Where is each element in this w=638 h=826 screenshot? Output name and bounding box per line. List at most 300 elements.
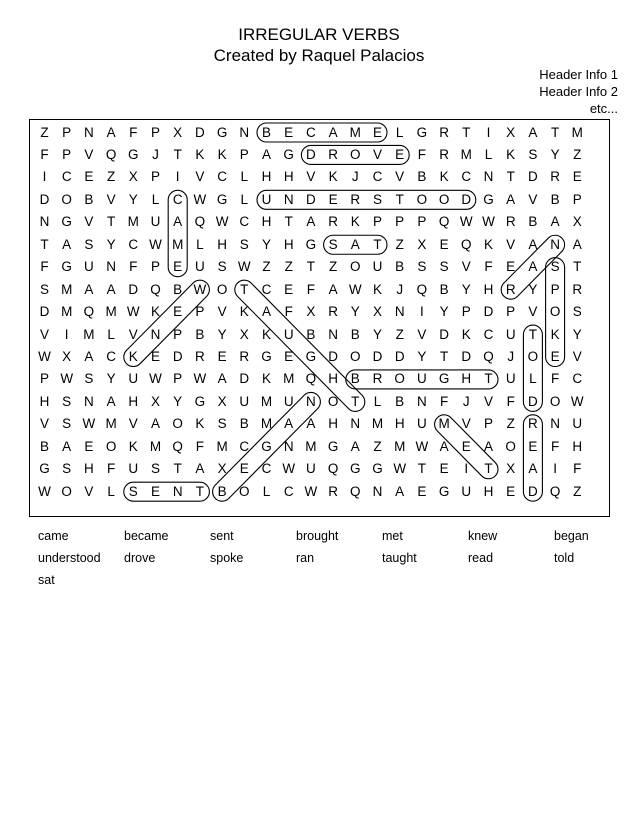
grid-letter: T (528, 326, 538, 342)
grid-letter: O (505, 438, 516, 454)
grid-letter: T (173, 461, 182, 477)
grid-letter: E (173, 304, 183, 320)
grid-letter: T (106, 214, 116, 230)
word-list-item: met (382, 529, 403, 543)
grid-letter: A (306, 416, 316, 432)
grid-letter: U (461, 483, 472, 499)
grid-letter: A (84, 349, 94, 364)
grid-letter: F (550, 438, 560, 454)
grid-letter: T (506, 169, 515, 185)
grid-letter: S (439, 259, 449, 275)
grid-letter: E (239, 461, 249, 477)
grid-letter: V (128, 416, 138, 432)
grid-letter: P (39, 371, 49, 387)
grid-letter: D (172, 349, 183, 364)
grid-letter: X (217, 461, 227, 477)
word-list (38, 528, 618, 598)
grid-letter: C (239, 214, 250, 230)
grid-letter: W (570, 393, 584, 409)
grid-letter: J (152, 146, 159, 162)
page-subtitle: Created by Raquel Palacios (213, 46, 425, 65)
grid-letter: G (483, 191, 494, 207)
grid-letter: U (128, 371, 139, 387)
grid-letter: B (261, 124, 271, 140)
grid-letter: P (195, 304, 205, 320)
grid-letter: S (62, 393, 72, 409)
grid-letter: S (372, 191, 382, 207)
grid-letter: B (173, 281, 183, 297)
grid-letter: N (350, 416, 361, 432)
grid-letter: M (371, 416, 384, 432)
grid-letter: Y (528, 281, 538, 297)
grid-letter: W (482, 214, 495, 230)
grid-letter: E (528, 438, 538, 454)
grid-letter: N (39, 214, 50, 230)
grid-letter: X (173, 124, 183, 140)
grid-letter: L (262, 483, 271, 499)
grid-letter: H (283, 236, 294, 252)
grid-letter: F (506, 393, 515, 409)
grid-letter: B (239, 416, 249, 432)
grid-letter: B (306, 326, 316, 342)
grid-letter: R (372, 371, 383, 387)
grid-letter: A (306, 214, 316, 230)
grid-letter: P (150, 169, 160, 185)
grid-letter: A (106, 393, 116, 409)
grid-letter: P (173, 371, 183, 387)
grid-letter: Q (305, 371, 317, 387)
grid-letter: H (483, 483, 494, 499)
grid-letter: B (217, 483, 227, 499)
grid-letter: B (195, 326, 205, 342)
grid-letter: G (261, 349, 272, 364)
grid-letter: G (216, 124, 228, 140)
grid-letter: M (172, 236, 184, 252)
grid-letter: V (372, 146, 382, 162)
word-search-grid (29, 119, 610, 517)
grid-letter: M (460, 146, 472, 162)
grid-letter: C (572, 371, 583, 387)
grid-letter: V (84, 214, 94, 230)
grid-letter: E (284, 124, 294, 140)
grid-letter: P (62, 146, 72, 162)
grid-letter: J (462, 393, 470, 409)
grid-letter: K (550, 326, 560, 342)
grid-letter: B (39, 438, 49, 454)
grid-letter: D (461, 349, 472, 364)
grid-letter: H (572, 438, 583, 454)
grid-letter: R (439, 124, 449, 140)
header-info-1: Header Info 1 (539, 67, 618, 82)
grid-letter: X (128, 169, 138, 185)
grid-letter: Q (549, 483, 561, 499)
grid-letter: B (395, 259, 405, 275)
grid-letter: C (461, 169, 472, 185)
grid-letter: A (528, 236, 538, 252)
grid-letter: L (484, 146, 493, 162)
grid-letter: V (84, 483, 94, 499)
grid-letter: K (372, 281, 382, 297)
grid-letter: Y (572, 326, 582, 342)
grid-letter: E (150, 349, 160, 364)
grid-letter: A (284, 416, 294, 432)
grid-letter: B (350, 371, 360, 387)
grid-letter: E (550, 349, 560, 364)
grid-letter: T (395, 191, 404, 207)
grid-letter: N (283, 438, 294, 454)
grid-letter: W (126, 304, 140, 320)
grid-letter: Q (438, 214, 450, 230)
grid-letter: G (438, 483, 450, 499)
grid-letter: A (106, 124, 116, 140)
grid-letter: A (528, 461, 538, 477)
grid-letter: D (528, 393, 538, 409)
grid-letter: U (283, 326, 294, 342)
grid-letter: S (417, 259, 427, 275)
grid-letter: K (128, 438, 138, 454)
grid-letter: D (128, 281, 139, 297)
grid-letter: E (328, 191, 338, 207)
grid-letter: Q (194, 214, 206, 230)
grid-letter: Z (284, 259, 293, 275)
grid-letter: C (61, 169, 72, 185)
grid-letter: Y (350, 304, 360, 320)
grid-letter: A (261, 304, 271, 320)
grid-letter: K (195, 416, 205, 432)
grid-letter: Y (461, 281, 471, 297)
grid-letter: R (328, 146, 338, 162)
grid-letter: B (528, 214, 538, 230)
grid-letter: R (195, 349, 205, 364)
grid-letter: O (350, 349, 361, 364)
header-info-3: etc... (589, 101, 618, 116)
grid-letter: W (60, 371, 74, 387)
grid-letter: N (150, 326, 161, 342)
grid-letter: D (39, 191, 50, 207)
grid-letter: G (305, 349, 317, 364)
grid-letter: G (372, 461, 383, 477)
grid-letter: O (327, 393, 339, 409)
grid-letter: U (306, 461, 316, 477)
grid-letter: Q (416, 281, 428, 297)
grid-letter: H (217, 236, 227, 252)
grid-letter: H (39, 393, 50, 409)
word-list-item: spoke (210, 551, 244, 565)
grid-letter: Y (106, 371, 116, 387)
grid-letter: U (195, 259, 205, 275)
grid-letter: C (172, 191, 183, 207)
grid-letter: Z (106, 169, 116, 185)
grid-letter: L (373, 393, 382, 409)
grid-letter: V (483, 393, 493, 409)
grid-letter: Z (262, 259, 271, 275)
grid-letter: X (506, 461, 516, 477)
grid-letter: S (39, 281, 49, 297)
grid-letter: E (84, 169, 94, 185)
grid-letter: A (483, 438, 493, 454)
grid-letter: U (128, 461, 139, 477)
grid-letter: G (261, 438, 272, 454)
grid-letter: J (396, 281, 404, 297)
grid-letter: Z (395, 326, 404, 342)
grid-letter: W (348, 281, 362, 297)
grid-letter: G (39, 461, 50, 477)
grid-letter: N (550, 236, 560, 252)
grid-letter: G (305, 236, 317, 252)
grid-letter: O (216, 281, 228, 297)
grid-letter: Y (417, 349, 427, 364)
grid-letter: V (572, 349, 582, 364)
grid-letter: K (217, 146, 227, 162)
grid-letter: J (507, 349, 515, 364)
grid-letter: G (438, 371, 450, 387)
grid-letter: S (572, 304, 582, 320)
grid-letter: R (550, 169, 560, 185)
grid-letter: E (417, 483, 427, 499)
grid-letter: V (84, 146, 94, 162)
grid-letter: V (39, 416, 49, 432)
grid-letter: A (506, 191, 516, 207)
grid-letter: Q (350, 483, 361, 499)
grid-letter: D (195, 124, 205, 140)
grid-letter: A (328, 281, 338, 297)
grid-letter: Q (172, 438, 183, 454)
grid-letter: A (62, 236, 72, 252)
grid-letter: N (394, 304, 405, 320)
grid-letter: R (239, 349, 250, 364)
grid-letter: K (261, 326, 271, 342)
grid-letter: S (62, 461, 72, 477)
grid-letter: V (106, 191, 116, 207)
grid-letter: E (572, 169, 582, 185)
grid-letter: K (350, 214, 360, 230)
grid-letter: V (461, 416, 471, 432)
grid-letter: F (129, 259, 138, 275)
grid-letter: S (328, 236, 338, 252)
grid-letter: A (350, 236, 360, 252)
grid-letter: V (417, 326, 427, 342)
grid-letter: W (82, 416, 96, 432)
grid-letter: K (195, 146, 205, 162)
grid-letter: G (194, 393, 206, 409)
grid-letter: V (217, 304, 227, 320)
grid-letter: A (439, 438, 449, 454)
grid-letter: A (328, 124, 338, 140)
grid-letter: E (84, 438, 94, 454)
grid-letter: O (239, 483, 250, 499)
grid-letter: H (328, 371, 338, 387)
grid-letter: Y (261, 236, 271, 252)
word-list-item: sent (210, 529, 234, 543)
grid-letter: G (283, 146, 294, 162)
grid-letter: A (572, 236, 582, 252)
grid-letter: A (84, 281, 94, 297)
word-list-item: knew (468, 529, 498, 543)
grid-letter: T (173, 146, 182, 162)
grid-letter: V (39, 326, 49, 342)
grid-letter: T (439, 349, 449, 364)
grid-letter: Y (106, 236, 116, 252)
grid-letter: I (553, 461, 557, 477)
grid-letter: D (528, 483, 538, 499)
word-list-item: read (468, 551, 494, 565)
grid-letter: B (550, 191, 560, 207)
grid-letter: U (505, 371, 516, 387)
grid-letter: U (505, 326, 516, 342)
grid-letter: M (105, 304, 117, 320)
grid-letter: O (394, 371, 405, 387)
grid-letter: S (84, 371, 94, 387)
grid-letter: I (42, 169, 47, 185)
grid-letter: K (461, 326, 471, 342)
grid-letter: T (484, 371, 493, 387)
grid-letter: D (528, 169, 538, 185)
grid-letter: A (350, 438, 360, 454)
grid-letter: R (350, 191, 361, 207)
grid-letter: O (61, 191, 72, 207)
grid-letter: D (461, 191, 472, 207)
grid-letter: T (373, 236, 382, 252)
grid-letter: T (306, 259, 316, 275)
grid-letter: D (372, 349, 383, 364)
grid-letter: U (150, 214, 161, 230)
grid-letter: I (64, 326, 69, 342)
grid-letter: U (283, 393, 294, 409)
grid-letter: P (62, 124, 72, 140)
grid-letter: N (239, 124, 250, 140)
grid-letter: G (327, 438, 339, 454)
grid-letter: G (350, 461, 361, 477)
grid-letter: Q (83, 304, 95, 320)
grid-letter: O (172, 416, 183, 432)
grid-letter: U (84, 259, 94, 275)
grid-letter: M (349, 124, 361, 140)
grid-letter: A (173, 214, 183, 230)
grid-letter: E (439, 461, 449, 477)
grid-letter: U (261, 191, 272, 207)
grid-letter: U (417, 416, 427, 432)
grid-letter: W (304, 483, 318, 499)
grid-letter: R (439, 146, 449, 162)
grid-letter: T (240, 281, 249, 297)
grid-letter: A (106, 281, 116, 297)
grid-letter: P (506, 304, 516, 320)
grid-letter: E (395, 146, 405, 162)
grid-letter: N (84, 124, 94, 140)
grid-letter: X (417, 236, 427, 252)
word-list-item: taught (382, 551, 417, 565)
grid-letter: A (528, 259, 538, 275)
grid-letter: T (284, 214, 293, 230)
grid-letter: M (216, 438, 228, 454)
grid-letter: W (215, 214, 229, 230)
grid-letter: A (550, 214, 560, 230)
grid-letter: B (84, 191, 94, 207)
grid-letter: O (61, 483, 72, 499)
grid-letter: M (105, 416, 117, 432)
grid-letter: G (216, 191, 228, 207)
grid-letter: M (61, 304, 73, 320)
grid-letter: Z (395, 236, 404, 252)
grid-letter: N (417, 393, 427, 409)
grid-letter: R (328, 214, 338, 230)
grid-letter: A (261, 146, 271, 162)
grid-letter: M (305, 438, 317, 454)
grid-letter: G (128, 146, 139, 162)
grid-letter: H (394, 416, 405, 432)
grid-letter: F (284, 304, 293, 320)
grid-letter: M (127, 214, 139, 230)
grid-letter: P (483, 416, 493, 432)
grid-letter: W (459, 214, 473, 230)
grid-letter: O (105, 438, 117, 454)
grid-letter: W (193, 191, 207, 207)
grid-letter: Q (461, 236, 472, 252)
grid-letter: D (306, 146, 316, 162)
grid-letter: H (128, 393, 139, 409)
grid-letter: S (84, 236, 94, 252)
word-list-item: understood (38, 551, 101, 565)
grid-letter: R (505, 281, 516, 297)
grid-letter: B (395, 393, 405, 409)
grid-letter: O (549, 393, 561, 409)
grid-letter: A (62, 438, 72, 454)
word-list-item: came (38, 529, 69, 543)
grid-letter: C (372, 169, 383, 185)
grid-letter: M (61, 281, 73, 297)
grid-letter: A (195, 461, 205, 477)
grid-letter: Y (439, 304, 449, 320)
grid-letter: I (420, 304, 424, 320)
grid-letter: F (40, 146, 49, 162)
grid-letter: H (483, 281, 494, 297)
grid-letter: Y (128, 191, 138, 207)
grid-letter: U (239, 393, 250, 409)
grid-letter: D (306, 191, 316, 207)
grid-letter: P (550, 281, 560, 297)
grid-letter: M (260, 416, 273, 432)
grid-letter: W (193, 371, 207, 387)
grid-letter: N (550, 416, 560, 432)
grid-letter: K (150, 304, 160, 320)
grid-letter: E (217, 349, 227, 364)
grid-letter: N (106, 259, 116, 275)
grid-letter: W (38, 349, 51, 364)
grid-letter: T (484, 461, 493, 477)
grid-letter: S (550, 259, 560, 275)
grid-letter: T (417, 461, 427, 477)
grid-letter: W (149, 236, 162, 252)
grid-letter: L (240, 169, 249, 185)
grid-letter: D (439, 326, 449, 342)
grid-letter: Q (150, 281, 161, 297)
grid-letter: W (393, 461, 407, 477)
grid-letter: W (193, 281, 207, 297)
grid-letter: A (395, 483, 405, 499)
grid-letter: P (150, 124, 160, 140)
grid-letter: A (150, 416, 160, 432)
grid-letter: L (196, 236, 204, 252)
word-list-item: told (554, 551, 575, 565)
grid-letter: X (239, 326, 249, 342)
grid-letter: F (40, 259, 49, 275)
grid-letter: G (61, 214, 72, 230)
letter-grid (30, 120, 611, 518)
grid-letter: W (237, 259, 251, 275)
grid-letter: Y (173, 393, 183, 409)
grid-letter: F (550, 371, 560, 387)
grid-letter: P (395, 214, 405, 230)
